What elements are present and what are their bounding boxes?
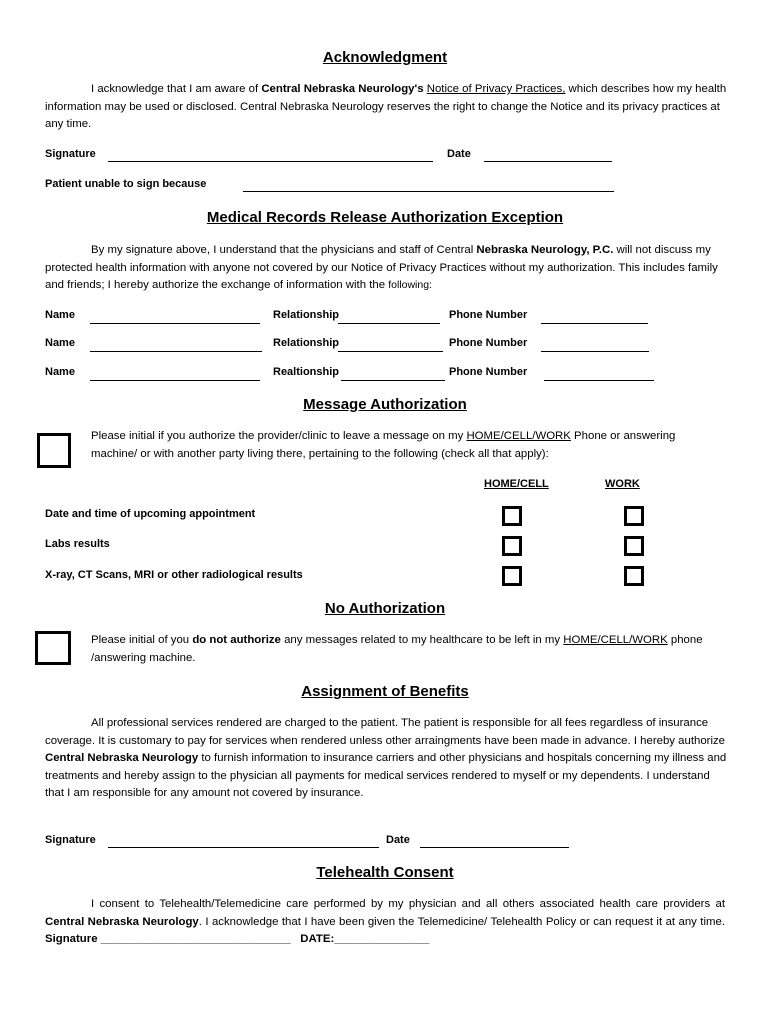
contact-phone-label: Phone Number — [449, 366, 528, 378]
contact-relationship-label: Relationship — [273, 309, 340, 321]
contact-name-field[interactable] — [90, 380, 260, 381]
release-text: By my signature above, I understand that the physicians and staff of Central Nebraska Neurology, P.C. will not discuss my protected health information with anyone not covered by our Notice of Privacy Practices without my authorization. This includes family and friends; I hereby authorize the exchange of information with the following: — [45, 244, 718, 292]
message-text: Please initial if you authorize the provider/clinic to leave a message on my HOME/CELL/WORK Phone or answering machine/ or with another party living there, pertaining to the following (check all that apply): — [91, 430, 676, 460]
column-work: WORK — [605, 478, 640, 490]
release-title: Medical Records Release Authorization Exception — [206, 209, 564, 226]
contact-phone-field[interactable] — [544, 380, 654, 381]
acknowledgment-title: Acknowledgment — [322, 49, 448, 66]
contact-relationship-field[interactable] — [338, 351, 443, 352]
unable-to-sign-field[interactable] — [243, 191, 614, 192]
telehealth-date-label: DATE: — [300, 933, 335, 946]
contact-name-label: Name — [45, 309, 75, 321]
message-item-appointment: Date and time of upcoming appointment — [45, 508, 256, 520]
benefits-signature-field[interactable] — [108, 847, 379, 848]
signature-label: Signature — [45, 148, 96, 160]
notice-of-privacy-link: Notice of Privacy Practices, — [426, 83, 566, 95]
contact-phone-label: Phone Number — [449, 337, 528, 349]
radiology-work-checkbox[interactable] — [624, 566, 644, 586]
contact-name-field[interactable] — [90, 351, 262, 352]
benefits-text: All professional services rendered are charged to the patient. The patient is responsible for all fees regardless of insurance coverage. It is customary to pay for services when rendered unless other arraingments have been made in advance. I hereby authorize Central Nebraska Neurology to furnish information to insurance carriers and other physicians and hospitals concerning my illness and treatments and hereby assign to the physician all payments for medical services rendered to myself or my dependents. I understand that I am responsible for any amount not covered by insurance. — [45, 717, 727, 800]
benefits-signature-label: Signature — [45, 834, 96, 846]
benefits-title: Assignment of Benefits — [301, 683, 469, 700]
telehealth-signature-label: Signature — [45, 933, 98, 946]
benefits-date-label: Date — [386, 834, 410, 846]
no-authorization-title: No Authorization — [324, 600, 446, 617]
contact-name-label: Name — [45, 337, 75, 349]
contact-phone-field[interactable] — [541, 323, 648, 324]
radiology-home-cell-checkbox[interactable] — [502, 566, 522, 586]
date-field[interactable] — [484, 161, 612, 162]
contact-relationship-label: Relationship — [273, 337, 340, 349]
message-item-labs: Labs results — [45, 538, 110, 550]
labs-home-cell-checkbox[interactable] — [502, 536, 522, 556]
telehealth-text: I consent to Telehealth/Telemedicine care performed by my physician and all others associated health care providers at Central Nebraska Neurology. I acknowledge that I have been given the Telemedicine/ Telehealth Policy or can request it at any time. Signature ______________________________ DATE:_______________ — [45, 898, 725, 946]
contact-relationship-field[interactable] — [338, 323, 440, 324]
labs-work-checkbox[interactable] — [624, 536, 644, 556]
telehealth-date-field[interactable]: _______________ — [334, 933, 430, 946]
no-authorization-initial-box[interactable] — [35, 631, 71, 665]
date-label: Date — [447, 148, 471, 160]
message-title: Message Authorization — [303, 396, 467, 413]
appointment-home-cell-checkbox[interactable] — [502, 506, 522, 526]
contact-relationship-label: Realtionship — [273, 366, 340, 378]
message-item-radiology: X-ray, CT Scans, MRI or other radiological results — [45, 569, 303, 581]
message-initial-box[interactable] — [37, 433, 71, 468]
no-authorization-text: Please initial of you do not authorize any messages related to my healthcare to be left in my HOME/CELL/WORK phone /answering machine. — [91, 634, 703, 664]
appointment-work-checkbox[interactable] — [624, 506, 644, 526]
contact-name-field[interactable] — [90, 323, 260, 324]
contact-phone-field[interactable] — [541, 351, 649, 352]
telehealth-title: Telehealth Consent — [316, 864, 454, 881]
telehealth-signature-field[interactable]: ______________________________ — [100, 933, 291, 946]
column-home-cell: HOME/CELL — [484, 478, 549, 490]
benefits-date-field[interactable] — [420, 847, 569, 848]
signature-field[interactable] — [108, 161, 433, 162]
contact-relationship-field[interactable] — [341, 380, 445, 381]
acknowledgment-text: I acknowledge that I am aware of Central Nebraska Neurology's Notice of Privacy Practices, which describes how my health information may be used or disclosed. Central Nebraska Neurology reserves the right to change the Notice and its privacy practices at any time. — [45, 83, 727, 131]
unable-to-sign-label: Patient unable to sign because — [45, 178, 207, 190]
contact-name-label: Name — [45, 366, 75, 378]
contact-phone-label: Phone Number — [449, 309, 528, 321]
